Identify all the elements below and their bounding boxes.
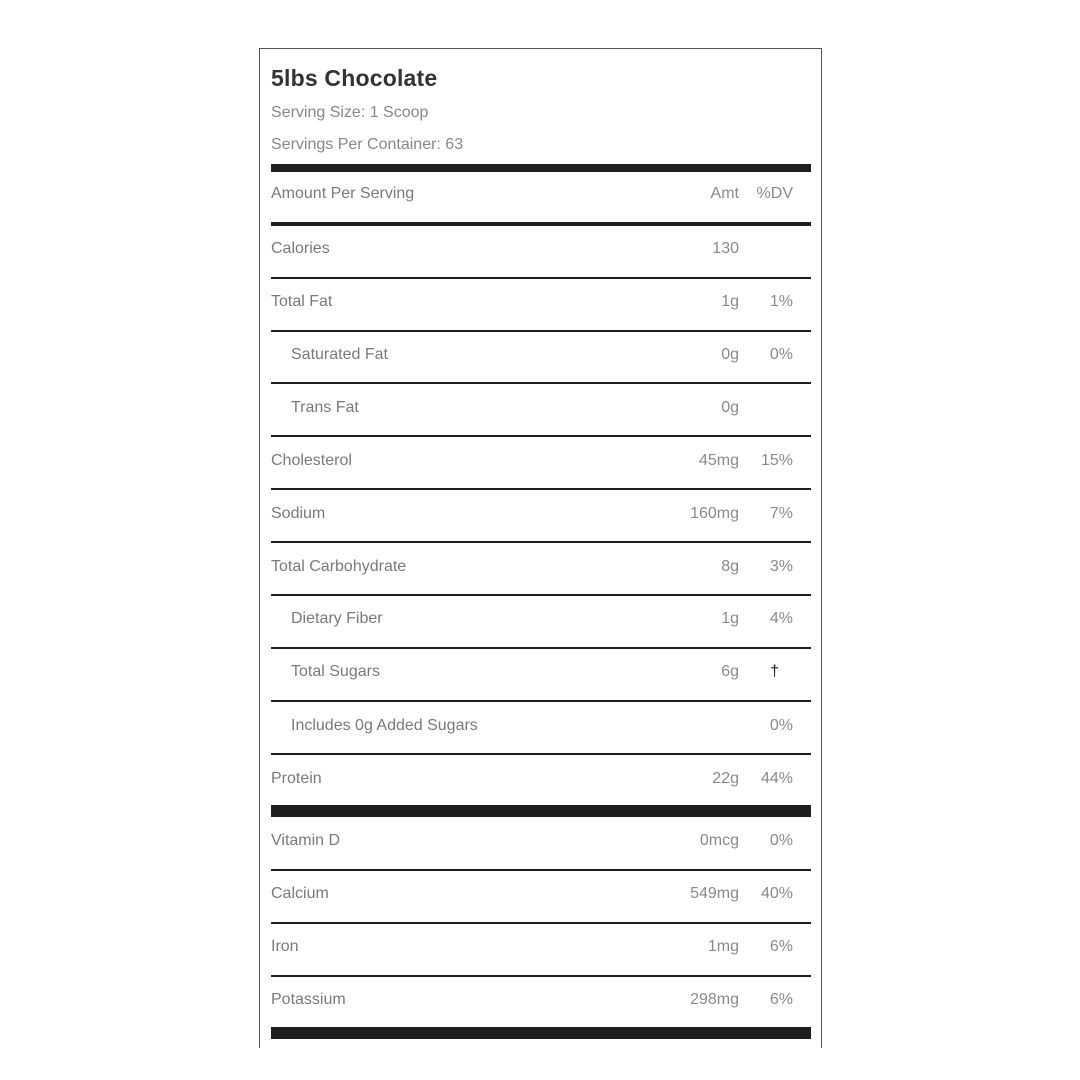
column-header-name: Amount Per Serving (271, 185, 415, 202)
row-divider (271, 922, 811, 924)
nutrient-dv: 6% (769, 938, 793, 955)
nutrient-row-added-sugars (271, 714, 811, 738)
row-divider (271, 594, 811, 596)
row-divider (271, 753, 811, 755)
row-divider (271, 647, 811, 649)
nutrient-row-total-sugars (271, 660, 811, 684)
nutrient-amount: 0mcg (699, 832, 739, 849)
nutrient-name: Calcium (271, 885, 329, 902)
nutrient-name: Protein (271, 770, 322, 787)
nutrient-dv: 0% (769, 346, 793, 363)
nutrient-amount: 298mg (690, 991, 739, 1008)
medium-divider (271, 222, 811, 226)
nutrition-facts-panel (259, 48, 822, 1048)
nutrient-row-sodium (271, 502, 811, 526)
thick-divider (271, 805, 811, 817)
nutrient-name: Trans Fat (291, 399, 359, 416)
nutrient-dv: 15% (760, 452, 793, 469)
nutrient-dv: 6% (769, 991, 793, 1008)
nutrient-name: Total Carbohydrate (271, 558, 407, 575)
nutrient-name: Total Sugars (291, 663, 380, 680)
row-divider (271, 330, 811, 332)
nutrient-dv: 0% (769, 832, 793, 849)
nutrient-name: Potassium (271, 991, 346, 1008)
vitamin-row-iron (271, 935, 811, 959)
product-title: 5lbs Chocolate (271, 65, 438, 91)
nutrient-name: Total Fat (271, 293, 333, 310)
nutrient-name: Saturated Fat (291, 346, 388, 363)
nutrient-amount: 45mg (698, 452, 739, 469)
nutrient-name: Calories (271, 240, 330, 257)
nutrient-row-calories (271, 237, 811, 261)
nutrient-dv: 7% (769, 505, 793, 522)
vitamin-row-vitamin-d (271, 829, 811, 853)
row-divider (271, 277, 811, 279)
nutrient-name: Dietary Fiber (291, 610, 383, 627)
nutrient-amount: 6g (721, 663, 739, 680)
row-divider (271, 700, 811, 702)
nutrient-name: Includes 0g Added Sugars (291, 717, 478, 734)
thick-divider (271, 1027, 811, 1039)
nutrient-amount: 160mg (690, 505, 739, 522)
dagger-footnote-mark: † (770, 663, 779, 680)
nutrient-row-cholesterol (271, 449, 811, 473)
servings-per-container: Servings Per Container: 63 (271, 136, 464, 153)
nutrient-name: Vitamin D (271, 832, 341, 849)
nutrient-dv: 3% (769, 558, 793, 575)
nutrient-amount: 0g (721, 346, 739, 363)
nutrient-amount: 1mg (707, 938, 739, 955)
nutrient-dv: 44% (760, 770, 793, 787)
thick-divider (271, 164, 811, 172)
serving-size: Serving Size: 1 Scoop (271, 104, 429, 121)
row-divider (271, 488, 811, 490)
vitamin-row-calcium (271, 882, 811, 906)
nutrient-amount: 1g (721, 293, 739, 310)
nutrient-row-protein (271, 767, 811, 791)
nutrient-dv: 40% (760, 885, 793, 902)
nutrient-dv: 0% (769, 717, 793, 734)
column-header-amt: Amt (710, 185, 739, 202)
nutrient-dv: 4% (769, 610, 793, 627)
row-divider (271, 975, 811, 977)
nutrient-dv: 1% (769, 293, 793, 310)
nutrient-row-trans-fat (271, 396, 811, 420)
nutrient-name: Iron (271, 938, 299, 955)
nutrient-row-total-carbohydrate (271, 555, 811, 579)
row-divider (271, 382, 811, 384)
nutrient-row-total-fat (271, 290, 811, 314)
nutrient-row-saturated-fat (271, 343, 811, 367)
column-header-dv: %DV (756, 185, 793, 202)
row-divider (271, 541, 811, 543)
nutrient-amount: 22g (712, 770, 739, 787)
vitamin-row-potassium (271, 988, 811, 1012)
column-header-row (271, 182, 811, 206)
nutrient-name: Sodium (271, 505, 326, 522)
nutrient-amount: 1g (721, 610, 739, 627)
nutrient-amount: 0g (721, 399, 739, 416)
nutrient-amount: 549mg (690, 885, 739, 902)
nutrient-name: Cholesterol (271, 452, 352, 469)
nutrient-row-dietary-fiber (271, 607, 811, 631)
nutrient-amount: 8g (721, 558, 739, 575)
nutrient-amount: 130 (712, 240, 739, 257)
row-divider (271, 869, 811, 871)
row-divider (271, 435, 811, 437)
